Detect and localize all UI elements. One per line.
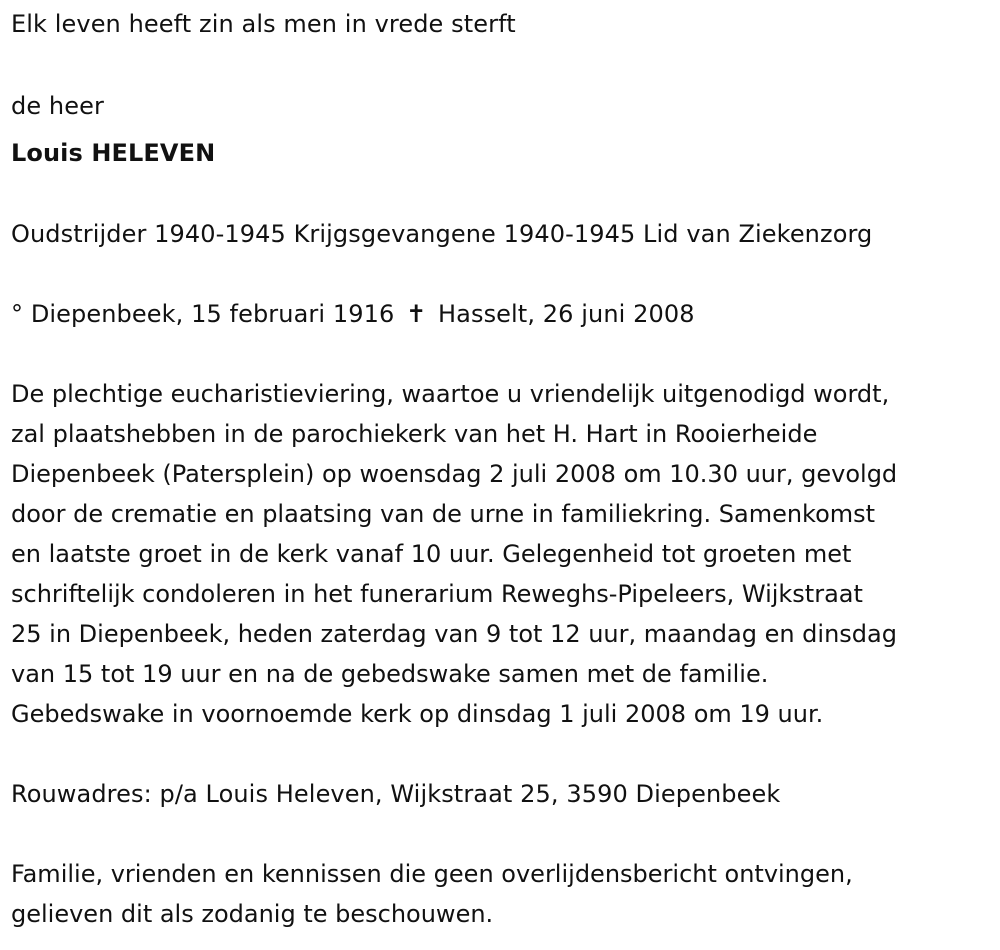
death-info: Hasselt, 26 juni 2008 <box>438 300 695 328</box>
closing-paragraph <box>11 854 996 934</box>
ceremony-line: en laatste groet in de kerk vanaf 10 uur. Gelegenheid tot groeten met <box>11 540 852 568</box>
ceremony-line: Diepenbeek (Patersplein) op woensdag 2 juli 2008 om 10.30 uur, gevolgd <box>11 460 898 488</box>
titles: Oudstrijder 1940-1945 Krijgsgevangene 1940-1945 Lid van Ziekenzorg <box>11 220 873 248</box>
ceremony-line: door de crematie en plaatsing van de urne in familiekring. Samenkomst <box>11 500 876 528</box>
birth-info: ° Diepenbeek, 15 februari 1916 <box>11 300 395 328</box>
birth-death-line <box>11 294 695 334</box>
ceremony-line: van 15 tot 19 uur en na de gebedswake samen met de familie. <box>11 660 769 688</box>
closing-line: Familie, vrienden en kennissen die geen overlijdensbericht ontvingen, <box>11 860 853 888</box>
mourning-address: Rouwadres: p/a Louis Heleven, Wijkstraat 25, 3590 Diepenbeek <box>11 780 781 808</box>
ceremony-line: schriftelijk condoleren in het funerarium Reweghs-Pipeleers, Wijkstraat <box>11 580 863 608</box>
ceremony-line: 25 in Diepenbeek, heden zaterdag van 9 tot 12 uur, maandag en dinsdag <box>11 620 897 648</box>
ceremony-line: De plechtige eucharistieviering, waartoe u vriendelijk uitgenodigd wordt, <box>11 380 890 408</box>
ceremony-paragraph <box>11 374 996 734</box>
deceased-name: Louis HELEVEN <box>11 139 216 167</box>
cross-icon: ✝ <box>406 300 427 328</box>
closing-line: gelieven dit als zodanig te beschouwen. <box>11 900 494 928</box>
ceremony-line: zal plaatshebben in de parochiekerk van het H. Hart in Rooierheide <box>11 420 818 448</box>
ceremony-line: Gebedswake in voornoemde kerk op dinsdag 1 juli 2008 om 19 uur. <box>11 700 824 728</box>
salutation: de heer <box>11 92 104 120</box>
motto: Elk leven heeft zin als men in vrede sterft <box>11 10 516 38</box>
